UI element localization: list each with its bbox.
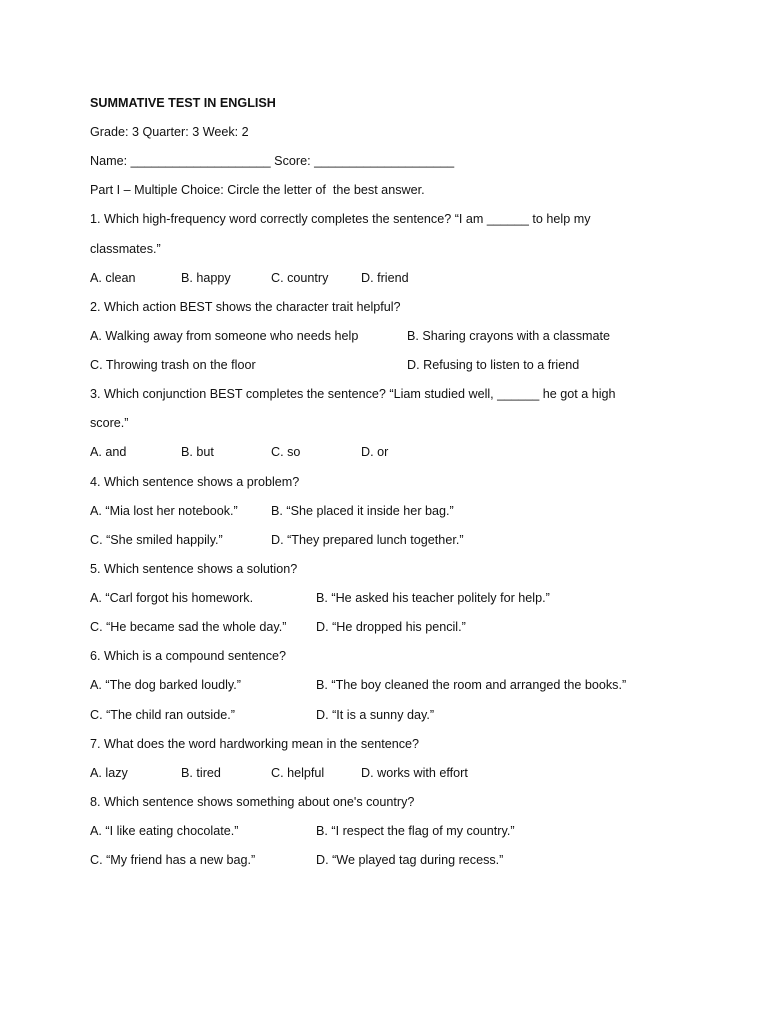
question-1-option-a: A. clean xyxy=(90,271,136,285)
question-3-stem-line-2: score.” xyxy=(90,416,129,430)
grade-line: Grade: 3 Quarter: 3 Week: 2 xyxy=(90,125,249,139)
question-6-option-b: B. “The boy cleaned the room and arranged the books.” xyxy=(316,678,627,692)
question-4-option-a: A. “Mia lost her notebook.” xyxy=(90,504,238,518)
question-8-option-c: C. “My friend has a new bag.” xyxy=(90,853,256,867)
question-8-option-d: D. “We played tag during recess.” xyxy=(316,853,504,867)
question-2-option-d: D. Refusing to listen to a friend xyxy=(407,358,580,372)
question-7-option-c: C. helpful xyxy=(271,766,325,780)
question-2-option-a: A. Walking away from someone who needs help xyxy=(90,329,359,343)
question-7-stem: 7. What does the word hardworking mean in the sentence? xyxy=(90,737,420,751)
page-title: SUMMATIVE TEST IN ENGLISH xyxy=(90,96,276,110)
question-7-option-b: B. tired xyxy=(181,766,221,780)
question-5-stem: 5. Which sentence shows a solution? xyxy=(90,562,298,576)
name-score-line: Name: ____________________ Score: ____________________ xyxy=(90,154,455,168)
question-6-stem: 6. Which is a compound sentence? xyxy=(90,649,287,663)
question-5-option-d: D. “He dropped his pencil.” xyxy=(316,620,466,634)
question-6-option-c: C. “The child ran outside.” xyxy=(90,708,235,722)
question-3-option-a: A. and xyxy=(90,445,127,459)
question-4-option-c: C. “She smiled happily.” xyxy=(90,533,223,547)
question-3-stem-line-1: 3. Which conjunction BEST completes the sentence? “Liam studied well, ______ he got a high xyxy=(90,387,616,401)
question-4-option-b: B. “She placed it inside her bag.” xyxy=(271,504,454,518)
question-6-option-d: D. “It is a sunny day.” xyxy=(316,708,435,722)
question-8-option-b: B. “I respect the flag of my country.” xyxy=(316,824,515,838)
question-2-stem: 2. Which action BEST shows the character trait helpful? xyxy=(90,300,401,314)
question-6-option-a: A. “The dog barked loudly.” xyxy=(90,678,241,692)
question-8-option-a: A. “I like eating chocolate.” xyxy=(90,824,239,838)
question-3-option-d: D. or xyxy=(361,445,389,459)
question-5-option-c: C. “He became sad the whole day.” xyxy=(90,620,287,634)
question-1-stem-line-1: 1. Which high-frequency word correctly completes the sentence? “I am ______ to help my xyxy=(90,212,591,226)
question-5-option-b: B. “He asked his teacher politely for help.” xyxy=(316,591,550,605)
question-2-option-b: B. Sharing crayons with a classmate xyxy=(407,329,610,343)
question-8-stem: 8. Which sentence shows something about one's country? xyxy=(90,795,415,809)
question-5-option-a: A. “Carl forgot his homework. xyxy=(90,591,254,605)
question-1-stem-line-2: classmates.” xyxy=(90,242,161,256)
question-1-option-b: B. happy xyxy=(181,271,231,285)
question-3-option-c: C. so xyxy=(271,445,301,459)
question-7-option-a: A. lazy xyxy=(90,766,128,780)
question-4-option-d: D. “They prepared lunch together.” xyxy=(271,533,464,547)
question-4-stem: 4. Which sentence shows a problem? xyxy=(90,475,300,489)
question-1-option-d: D. friend xyxy=(361,271,409,285)
instructions: Part I – Multiple Choice: Circle the letter of the best answer. xyxy=(90,183,425,197)
question-7-option-d: D. works with effort xyxy=(361,766,468,780)
question-1-option-c: C. country xyxy=(271,271,329,285)
question-2-option-c: C. Throwing trash on the floor xyxy=(90,358,256,372)
question-3-option-b: B. but xyxy=(181,445,214,459)
